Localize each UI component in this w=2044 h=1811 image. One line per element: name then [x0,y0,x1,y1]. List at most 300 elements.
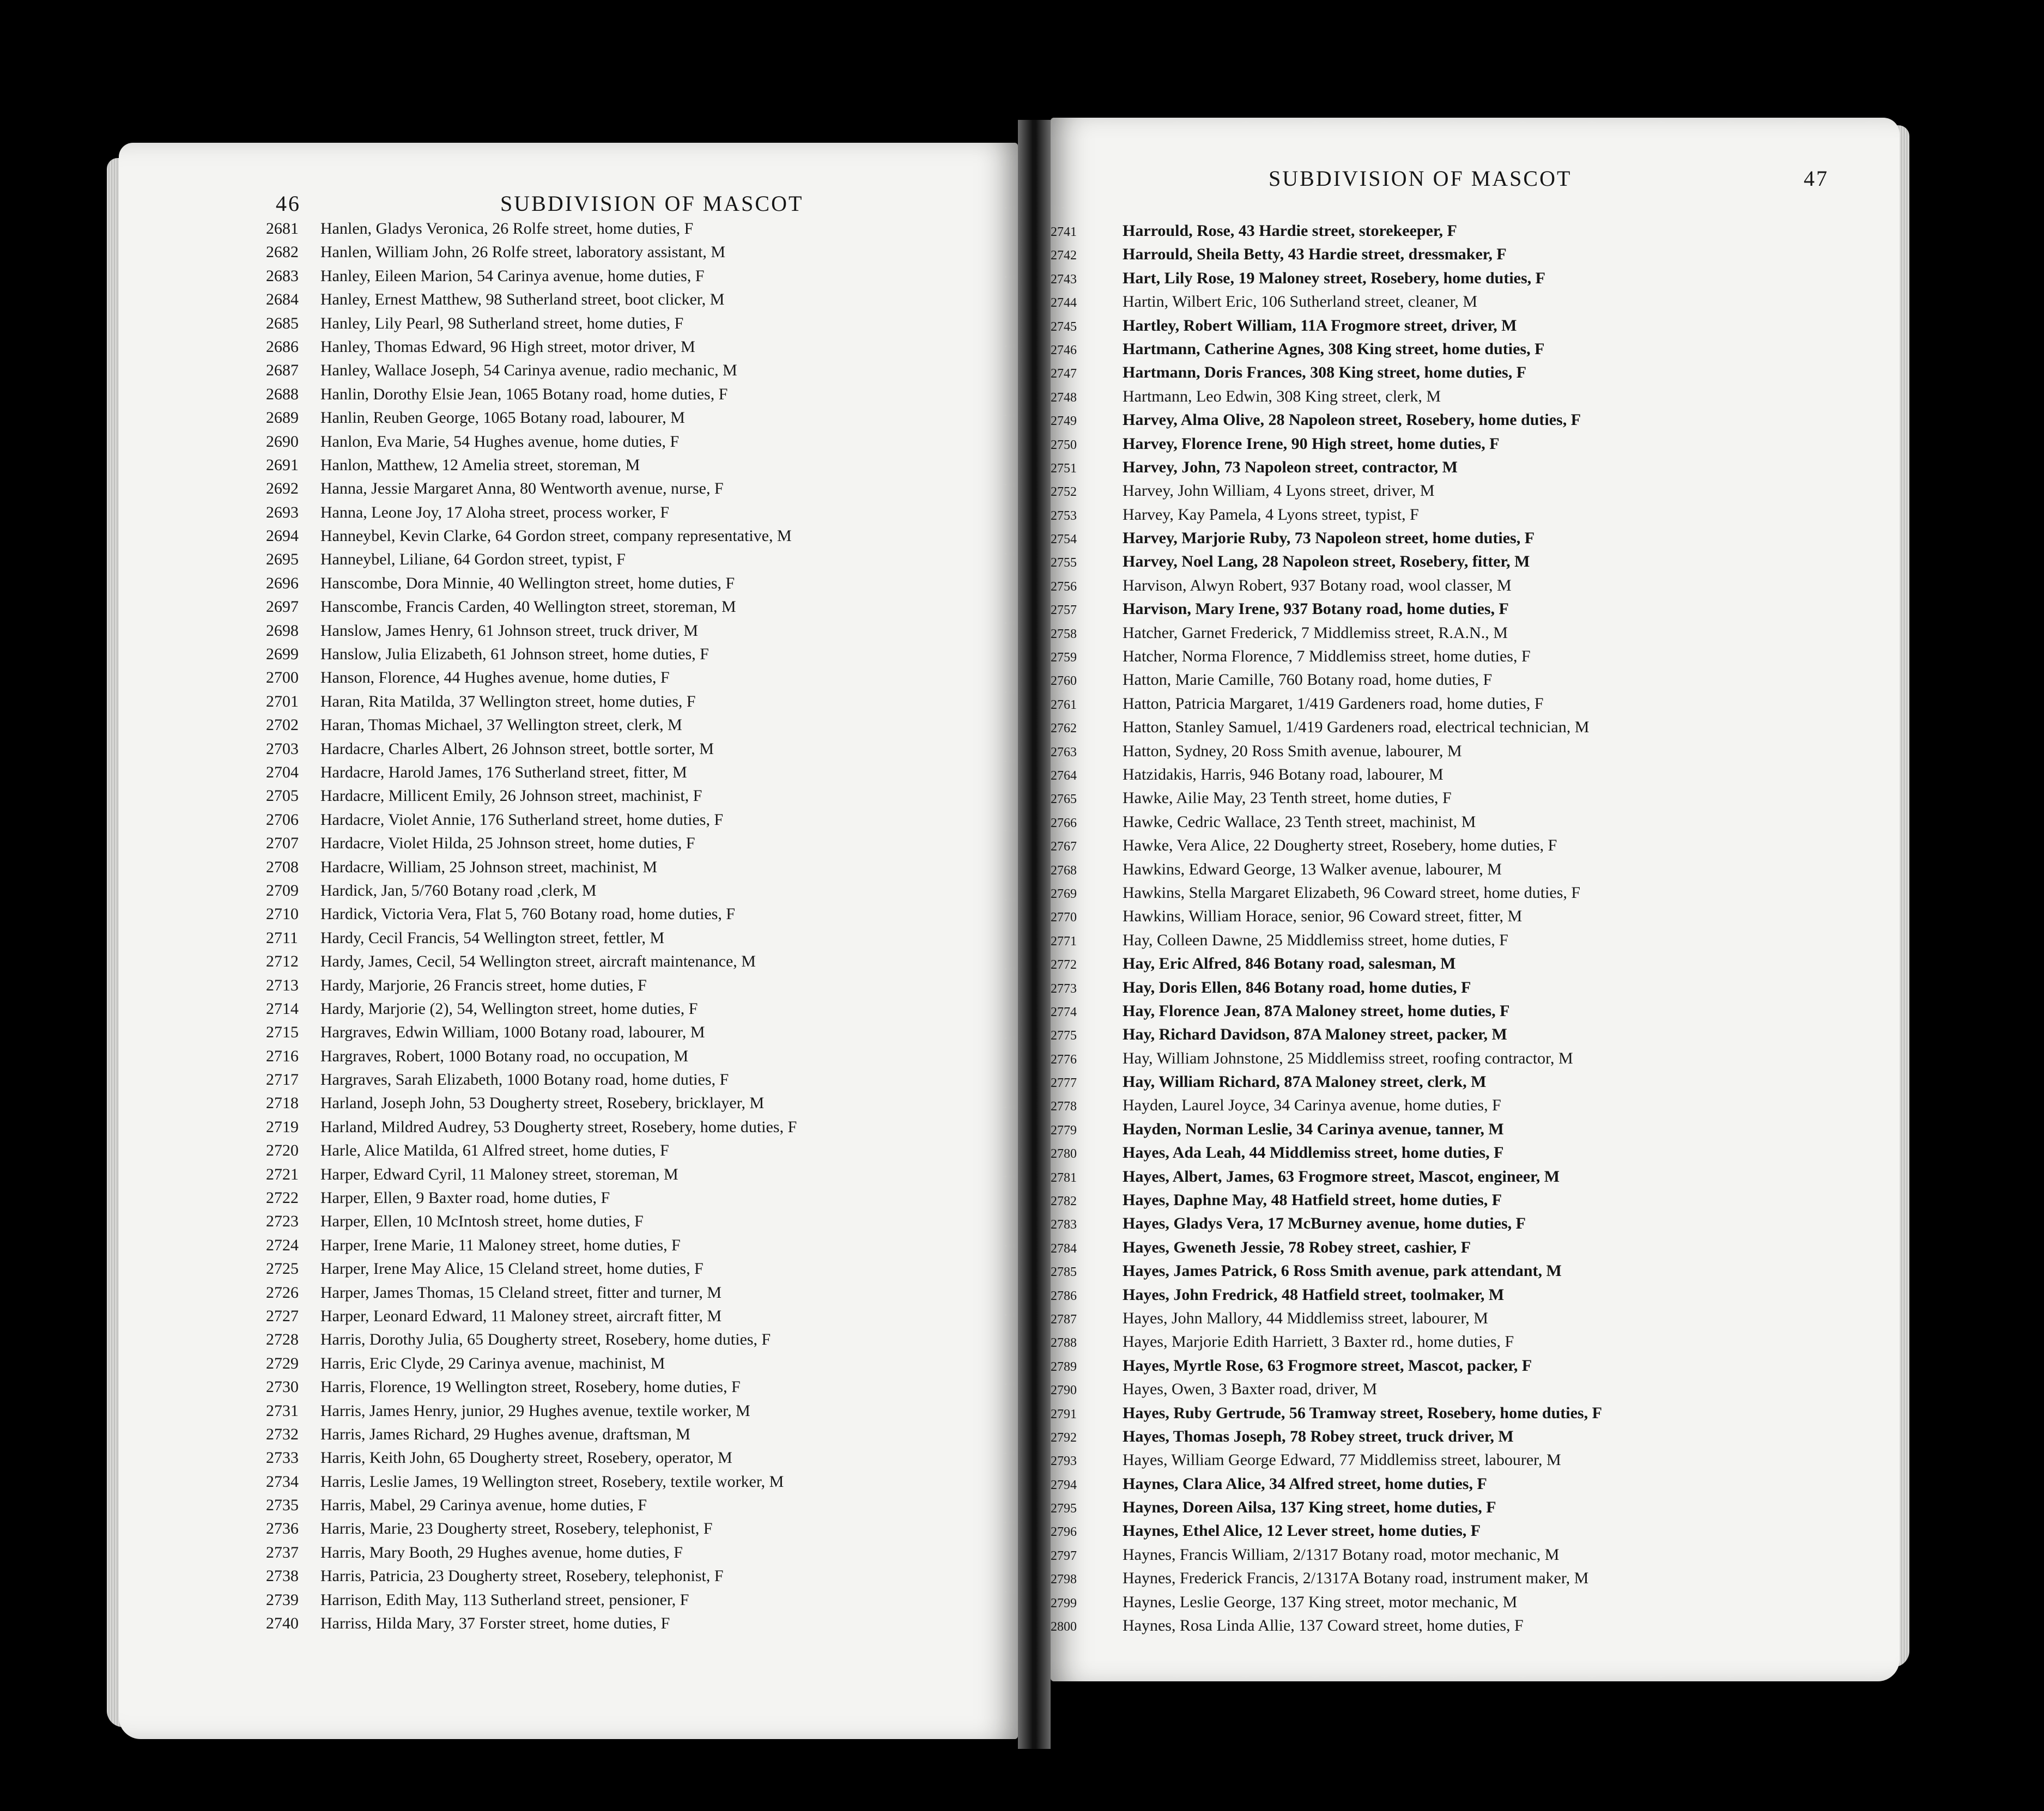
elector-entry [1051,1259,1602,1283]
left-page-number: 46 [276,191,301,216]
elector-details: Hargraves, Robert, 1000 Botany road, no occupation, M [320,1047,689,1065]
elector-details: Hardy, James, Cecil, 54 Wellington street, aircraft maintenance, M [320,952,756,971]
elector-number: 2723 [266,1212,299,1231]
elector-number: 2755 [1051,556,1077,570]
elector-number: 2742 [1051,248,1077,263]
elector-entry [266,666,797,689]
elector-details: Hawkins, William Horace, senior, 96 Coward street, fitter, M [1123,907,1523,926]
elector-details: Harvison, Mary Irene, 937 Botany road, home duties, F [1123,600,1509,618]
elector-entry [1051,739,1602,763]
elector-details: Hayden, Laurel Joyce, 34 Carinya avenue, home duties, F [1123,1096,1501,1115]
elector-entry [266,312,797,335]
elector-details: Haran, Rita Matilda, 37 Wellington street, home duties, F [320,692,696,710]
book-gutter [1018,120,1051,1749]
elector-entry [266,358,797,382]
elector-number: 2697 [266,598,299,616]
elector-number: 2704 [266,763,299,781]
elector-entry [266,1446,797,1469]
elector-details: Hardacre, Violet Annie, 176 Sutherland street, home duties, F [320,810,724,829]
elector-details: Hay, Eric Alfred, 846 Botany road, salesman, M [1123,955,1456,973]
elector-entry [1051,976,1602,999]
elector-number: 2713 [266,976,299,994]
elector-entry [1051,455,1602,479]
elector-entry [1051,952,1602,975]
elector-details: Hardacre, Charles Albert, 26 Johnson street, bottle sorter, M [320,739,714,758]
elector-details: Hanley, Thomas Edward, 96 High street, motor driver, M [320,337,695,356]
elector-entry [1051,1023,1602,1046]
elector-entry [266,1352,797,1375]
elector-entry [1051,597,1602,621]
elector-number: 2780 [1051,1147,1077,1162]
elector-entry [266,1375,797,1399]
elector-details: Hayden, Norman Leslie, 34 Carinya avenue, tanner, M [1123,1120,1504,1138]
elector-details: Harrould, Sheila Betty, 43 Hardie street, dressmaker, F [1123,245,1507,264]
elector-number: 2759 [1051,651,1077,665]
elector-number: 2691 [266,455,299,474]
elector-details: Harle, Alice Matilda, 61 Alfred street, home duties, F [320,1141,669,1160]
left-running-head: SUBDIVISION OF MASCOT [500,191,804,216]
elector-details: Harvey, Marjorie Ruby, 73 Napoleon street, home duties, F [1123,529,1535,548]
elector-entry [266,217,797,240]
elector-entry [266,831,797,855]
elector-number: 2736 [266,1520,299,1538]
elector-details: Hay, Doris Ellen, 846 Botany road, home duties, F [1123,978,1471,996]
elector-number: 2800 [1051,1620,1077,1634]
elector-number: 2798 [1051,1572,1077,1587]
elector-entry [1051,1165,1602,1188]
elector-entry [1051,858,1602,881]
elector-entry [266,1423,797,1446]
elector-details: Hayes, James Patrick, 6 Ross Smith avenue, park attendant, M [1123,1262,1562,1280]
elector-entry [266,1233,797,1257]
elector-details: Harris, Marie, 23 Dougherty street, Rosebery, telephonist, F [320,1520,713,1538]
elector-number: 2698 [266,621,299,640]
elector-details: Hartmann, Catherine Agnes, 308 King street, home duties, F [1123,339,1545,358]
elector-number: 2722 [266,1189,299,1207]
elector-number: 2786 [1051,1289,1077,1303]
elector-number: 2785 [1051,1265,1077,1280]
elector-details: Harris, Mabel, 29 Carinya avenue, home duties, F [320,1496,647,1515]
elector-number: 2683 [266,266,299,285]
elector-entry [266,477,797,500]
elector-details: Hanley, Wallace Joseph, 54 Carinya avenue, radio mechanic, M [320,361,737,380]
elector-details: Hanson, Florence, 44 Hughes avenue, home duties, F [320,669,670,687]
elector-number: 2685 [266,314,299,332]
elector-details: Hanley, Eileen Marion, 54 Carinya avenue, home duties, F [320,266,705,285]
elector-number: 2735 [266,1496,299,1515]
elector-details: Harris, Dorothy Julia, 65 Dougherty street, Rosebery, home duties, F [320,1330,771,1349]
elector-entry [1051,1590,1602,1614]
elector-number: 2752 [1051,485,1077,500]
elector-entry [266,619,797,642]
elector-number: 2782 [1051,1194,1077,1209]
elector-number: 2731 [266,1401,299,1420]
elector-number: 2772 [1051,958,1077,973]
elector-entry [266,808,797,831]
elector-entry [266,1517,797,1540]
elector-entry [1051,668,1602,691]
elector-entry [266,1020,797,1044]
elector-details: Hanna, Leone Joy, 17 Aloha street, process worker, F [320,503,670,521]
elector-entry [1051,1472,1602,1496]
elector-number: 2767 [1051,840,1077,854]
elector-details: Harris, Florence, 19 Wellington street, Rosebery, home duties, F [320,1378,741,1396]
elector-details: Haynes, Rosa Linda Allie, 137 Coward street, home duties, F [1123,1616,1524,1635]
right-entry-list [1051,219,1602,1637]
elector-entry [1051,621,1602,645]
elector-details: Hawke, Vera Alice, 22 Dougherty street, Rosebery, home duties, F [1123,836,1557,855]
elector-number: 2769 [1051,886,1077,901]
elector-entry [1051,574,1602,597]
elector-details: Haynes, Doreen Ailsa, 137 King street, home duties, F [1123,1498,1496,1517]
elector-number: 2771 [1051,934,1077,949]
elector-details: Hargraves, Edwin William, 1000 Botany road, labourer, M [320,1023,705,1042]
elector-entry [1051,763,1602,786]
elector-entry [266,1281,797,1304]
elector-number: 2709 [266,881,299,900]
elector-entry [1051,266,1602,290]
right-page-number: 47 [1804,166,1829,191]
elector-entry [266,974,797,997]
elector-number: 2775 [1051,1029,1077,1043]
elector-details: Harris, James Richard, 29 Hughes avenue, draftsman, M [320,1425,690,1443]
elector-entry [1051,881,1602,904]
elector-number: 2768 [1051,863,1077,878]
elector-number: 2791 [1051,1407,1077,1421]
elector-details: Hanley, Lily Pearl, 98 Sutherland street, home duties, F [320,314,684,332]
elector-entry [266,1257,797,1280]
elector-details: Hay, William Richard, 87A Maloney street, clerk, M [1123,1073,1487,1091]
elector-number: 2699 [266,645,299,664]
elector-entry [1051,645,1602,668]
elector-number: 2730 [266,1378,299,1396]
elector-details: Hatton, Sydney, 20 Ross Smith avenue, labourer, M [1123,742,1462,760]
elector-entry [1051,550,1602,573]
elector-entry [1051,219,1602,242]
elector-entry [266,1588,797,1612]
elector-entry [266,430,797,453]
elector-number: 2748 [1051,390,1077,405]
elector-details: Hayes, Albert, James, 63 Frogmore street, Mascot, engineer, M [1123,1167,1560,1186]
elector-number: 2718 [266,1094,299,1113]
elector-details: Hanscombe, Francis Carden, 40 Wellington street, storeman, M [320,598,736,616]
elector-number: 2792 [1051,1430,1077,1445]
elector-entry [266,1139,797,1162]
elector-number: 2794 [1051,1478,1077,1492]
elector-number: 2715 [266,1023,299,1042]
elector-entry [266,288,797,311]
elector-number: 2774 [1051,1005,1077,1019]
elector-entry [1051,1448,1602,1472]
elector-entry [266,240,797,264]
elector-details: Harvey, Florence Irene, 90 High street, home duties, F [1123,434,1500,453]
elector-details: Hanlen, Gladys Veronica, 26 Rolfe street, home duties, F [320,220,694,238]
elector-details: Hayes, Daphne May, 48 Hatfield street, home duties, F [1123,1191,1502,1210]
elector-details: Hatton, Stanley Samuel, 1/419 Gardeners road, electrical technician, M [1123,718,1590,737]
elector-number: 2740 [266,1614,299,1633]
elector-number: 2754 [1051,532,1077,547]
elector-details: Harvey, Kay Pamela, 4 Lyons street, typist, F [1123,505,1419,524]
elector-number: 2773 [1051,981,1077,996]
elector-number: 2708 [266,858,299,876]
elector-entry [266,1399,797,1423]
elector-entry [1051,1401,1602,1425]
elector-details: Haynes, Clara Alice, 34 Alfred street, home duties, F [1123,1474,1487,1493]
elector-number: 2761 [1051,697,1077,712]
left-entry-list [266,217,797,1635]
elector-details: Hayes, Gweneth Jessie, 78 Robey street, cashier, F [1123,1238,1471,1256]
elector-entry [266,595,797,618]
elector-number: 2776 [1051,1052,1077,1067]
elector-number: 2778 [1051,1099,1077,1114]
elector-number: 2696 [266,574,299,592]
elector-number: 2795 [1051,1502,1077,1516]
elector-number: 2716 [266,1047,299,1065]
elector-details: Hay, William Johnstone, 25 Middlemiss street, roofing contractor, M [1123,1049,1573,1067]
elector-entry [1051,999,1602,1023]
elector-details: Harvey, Noel Lang, 28 Napoleon street, Rosebery, fitter, M [1123,552,1530,571]
elector-details: Hardick, Jan, 5/760 Botany road ,clerk, M [320,881,597,900]
elector-entry [266,1612,797,1635]
elector-details: Hatzidakis, Harris, 946 Botany road, labourer, M [1123,765,1443,783]
elector-entry [1051,1236,1602,1259]
elector-entry [1051,1354,1602,1377]
elector-number: 2746 [1051,343,1077,357]
elector-details: Hawke, Cedric Wallace, 23 Tenth street, machinist, M [1123,812,1476,831]
elector-details: Hanlin, Dorothy Elsie Jean, 1065 Botany road, home duties, F [320,385,728,403]
elector-number: 2725 [266,1260,299,1278]
elector-details: Harper, Leonard Edward, 11 Maloney street, aircraft fitter, M [320,1306,722,1325]
elector-entry [266,784,797,807]
elector-entry [1051,1093,1602,1117]
elector-details: Hargraves, Sarah Elizabeth, 1000 Botany road, home duties, F [320,1071,729,1089]
elector-details: Hartmann, Leo Edwin, 308 King street, clerk, M [1123,387,1441,405]
elector-entry [1051,834,1602,857]
elector-details: Harper, Irene Marie, 11 Maloney street, home duties, F [320,1236,681,1254]
elector-entry [1051,1377,1602,1401]
elector-entry [1051,1283,1602,1306]
elector-details: Haynes, Frederick Francis, 2/1317A Botany road, instrument maker, M [1123,1569,1589,1588]
elector-entry [1051,786,1602,810]
elector-details: Hayes, William George Edward, 77 Middlemiss street, labourer, M [1123,1451,1561,1469]
elector-details: Hardacre, Harold James, 176 Sutherland street, fitter, M [320,763,687,781]
elector-number: 2693 [266,503,299,521]
elector-entry [1051,1141,1602,1164]
elector-number: 2727 [266,1306,299,1325]
elector-number: 2765 [1051,792,1077,807]
elector-entry [266,1541,797,1564]
elector-details: Haynes, Francis William, 2/1317 Botany road, motor mechanic, M [1123,1545,1560,1564]
elector-details: Hanneybel, Liliane, 64 Gordon street, typist, F [320,550,626,569]
elector-number: 2717 [266,1071,299,1089]
elector-details: Hawke, Ailie May, 23 Tenth street, home duties, F [1123,789,1452,807]
elector-details: Hayes, Gladys Vera, 17 McBurney avenue, home duties, F [1123,1214,1526,1233]
elector-entry [266,855,797,879]
elector-number: 2779 [1051,1123,1077,1138]
elector-entry [1051,526,1602,550]
elector-entry [1051,479,1602,502]
elector-details: Hanna, Jessie Margaret Anna, 80 Wentworth avenue, nurse, F [320,479,724,498]
elector-number: 2797 [1051,1548,1077,1563]
elector-number: 2682 [266,243,299,262]
elector-details: Harland, Mildred Audrey, 53 Dougherty street, Rosebery, home duties, F [320,1117,797,1136]
elector-entry [266,548,797,571]
elector-details: Harper, Edward Cyril, 11 Maloney street, storeman, M [320,1165,678,1183]
elector-number: 2749 [1051,414,1077,429]
elector-number: 2724 [266,1236,299,1254]
elector-entry [266,1328,797,1351]
elector-details: Harper, Irene May Alice, 15 Cleland street, home duties, F [320,1260,703,1278]
elector-number: 2762 [1051,721,1077,736]
elector-number: 2753 [1051,508,1077,523]
elector-details: Harper, Ellen, 9 Baxter road, home duties, F [320,1189,610,1207]
elector-details: Hanlen, William John, 26 Rolfe street, laboratory assistant, M [320,243,726,262]
elector-number: 2781 [1051,1170,1077,1185]
elector-number: 2796 [1051,1525,1077,1540]
elector-details: Harper, James Thomas, 15 Cleland street, fitter and turner, M [320,1283,721,1302]
elector-number: 2720 [266,1141,299,1160]
elector-number: 2690 [266,432,299,451]
elector-entry [1051,692,1602,715]
elector-entry [1051,1117,1602,1141]
elector-entry [266,453,797,477]
elector-entry [266,335,797,358]
elector-entry [266,572,797,595]
elector-entry [266,1210,797,1233]
elector-number: 2756 [1051,579,1077,594]
elector-number: 2728 [266,1330,299,1349]
elector-details: Hanslow, James Henry, 61 Johnson street, truck driver, M [320,621,699,640]
elector-number: 2714 [266,999,299,1018]
elector-entry [1051,715,1602,739]
elector-number: 2770 [1051,910,1077,925]
elector-entry [266,1163,797,1186]
elector-details: Hayes, Ruby Gertrude, 56 Tramway street, Rosebery, home duties, F [1123,1403,1602,1422]
elector-details: Hayes, Marjorie Edith Harriett, 3 Baxter rd., home duties, F [1123,1333,1514,1351]
elector-entry [266,902,797,926]
elector-details: Hanlin, Reuben George, 1065 Botany road, labourer, M [320,409,685,427]
elector-number: 2701 [266,692,299,710]
elector-number: 2711 [266,928,298,947]
elector-number: 2686 [266,337,299,356]
elector-details: Hardick, Victoria Vera, Flat 5, 760 Botany road, home duties, F [320,905,736,923]
elector-number: 2688 [266,385,299,403]
elector-entry [1051,1330,1602,1353]
elector-number: 2739 [266,1590,299,1609]
elector-number: 2681 [266,220,299,238]
elector-details: Haynes, Leslie George, 137 King street, motor mechanic, M [1123,1593,1518,1611]
elector-number: 2750 [1051,437,1077,452]
elector-details: Hardacre, William, 25 Johnson street, machinist, M [320,858,658,876]
elector-number: 2733 [266,1449,299,1467]
elector-details: Harvison, Alwyn Robert, 937 Botany road, wool classer, M [1123,576,1512,594]
elector-number: 2734 [266,1472,299,1491]
elector-details: Hardacre, Violet Hilda, 25 Johnson street, home duties, F [320,834,695,853]
elector-entry [1051,1566,1602,1590]
elector-number: 2747 [1051,367,1077,381]
elector-details: Hawkins, Edward George, 13 Walker avenue, labourer, M [1123,860,1502,878]
elector-number: 2719 [266,1117,299,1136]
elector-details: Hanlon, Eva Marie, 54 Hughes avenue, home duties, F [320,432,680,451]
elector-entry [266,926,797,950]
elector-number: 2787 [1051,1312,1077,1327]
elector-entry [1051,1425,1602,1448]
elector-details: Hayes, Myrtle Rose, 63 Frogmore street, Mascot, packer, F [1123,1356,1532,1375]
elector-entry [1051,1519,1602,1542]
elector-number: 2694 [266,527,299,545]
right-page [1051,118,1900,1681]
elector-details: Hayes, John Mallory, 44 Middlemiss street, labourer, M [1123,1309,1488,1327]
elector-entry [1051,242,1602,266]
elector-details: Harris, Mary Booth, 29 Hughes avenue, home duties, F [320,1543,683,1561]
elector-number: 2712 [266,952,299,971]
elector-entry [266,737,797,761]
elector-entry [1051,1070,1602,1093]
elector-details: Hatcher, Norma Florence, 7 Middlemiss street, home duties, F [1123,647,1531,666]
elector-entry [266,1115,797,1139]
elector-entry [266,1564,797,1588]
elector-entry [266,1493,797,1517]
elector-entry [266,1186,797,1210]
elector-entry [1051,928,1602,952]
elector-number: 2684 [266,290,299,309]
elector-entry [1051,337,1602,361]
elector-entry [1051,1496,1602,1519]
elector-number: 2783 [1051,1218,1077,1232]
elector-details: Harvey, John William, 4 Lyons street, driver, M [1123,482,1435,500]
elector-number: 2702 [266,716,299,734]
elector-number: 2738 [266,1567,299,1585]
elector-entry [1051,1614,1602,1637]
elector-entry [266,997,797,1020]
elector-number: 2703 [266,739,299,758]
elector-entry [1051,503,1602,526]
elector-number: 2751 [1051,461,1077,476]
elector-number: 2743 [1051,272,1077,287]
elector-details: Harvey, Alma Olive, 28 Napoleon street, Rosebery, home duties, F [1123,411,1581,429]
elector-entry [266,382,797,406]
right-running-head: SUBDIVISION OF MASCOT [1269,166,1572,191]
elector-entry [1051,408,1602,432]
elector-details: Harvey, John, 73 Napoleon street, contractor, M [1123,458,1458,476]
elector-number: 2721 [266,1165,299,1183]
elector-details: Haran, Thomas Michael, 37 Wellington street, clerk, M [320,716,682,734]
elector-number: 2695 [266,550,299,569]
elector-entry [266,501,797,524]
elector-number: 2763 [1051,745,1077,759]
elector-details: Hatton, Patricia Margaret, 1/419 Gardeners road, home duties, F [1123,694,1544,713]
elector-number: 2729 [266,1354,299,1372]
elector-entry [266,1470,797,1493]
elector-number: 2793 [1051,1454,1077,1469]
elector-number: 2777 [1051,1076,1077,1091]
elector-number: 2799 [1051,1596,1077,1611]
elector-details: Hanscombe, Dora Minnie, 40 Wellington street, home duties, F [320,574,735,592]
elector-number: 2758 [1051,627,1077,641]
elector-details: Hayes, John Fredrick, 48 Hatfield street, toolmaker, M [1123,1285,1505,1304]
elector-entry [266,1068,797,1091]
elector-details: Hatcher, Garnet Frederick, 7 Middlemiss street, R.A.N., M [1123,623,1508,642]
elector-entry [1051,1188,1602,1212]
elector-details: Hay, Colleen Dawne, 25 Middlemiss street, home duties, F [1123,931,1508,949]
elector-number: 2764 [1051,768,1077,783]
elector-number: 2706 [266,810,299,829]
elector-entry [1051,314,1602,337]
elector-number: 2766 [1051,816,1077,830]
elector-entry [1051,361,1602,384]
elector-details: Hartmann, Doris Frances, 308 King street, home duties, F [1123,363,1527,382]
elector-entry [1051,1212,1602,1235]
